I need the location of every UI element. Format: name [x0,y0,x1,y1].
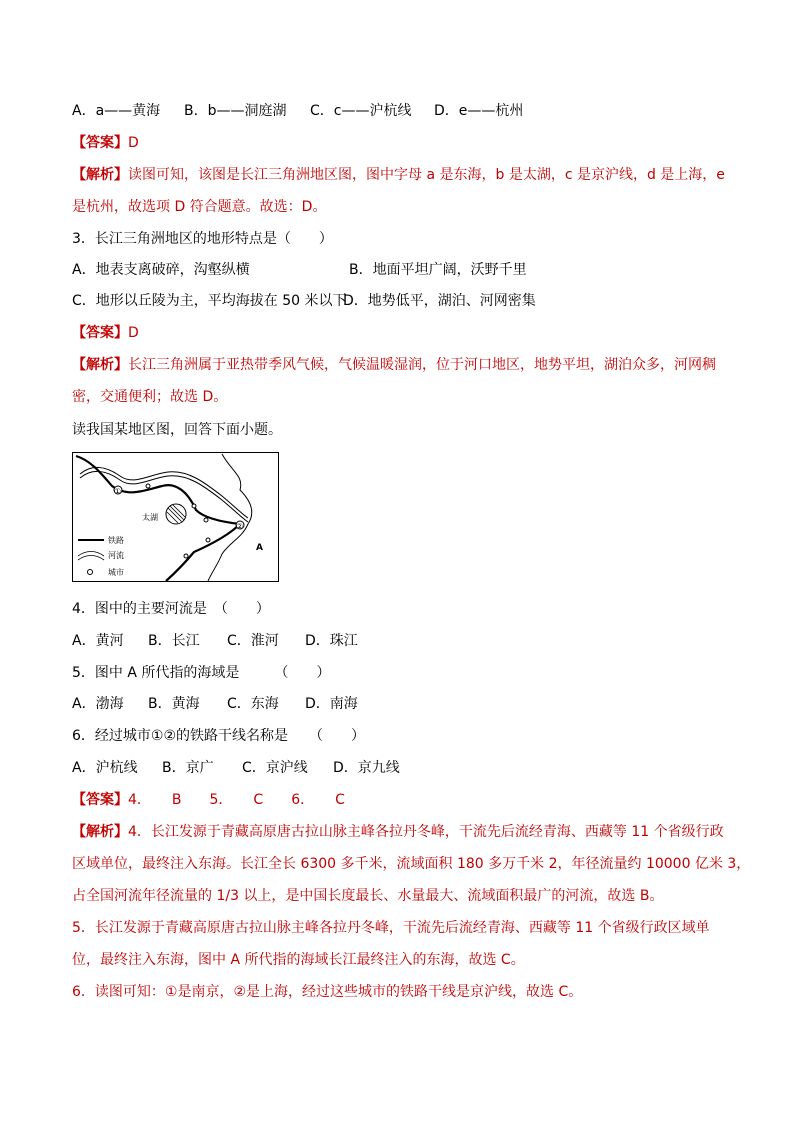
legend-river: 河流 [108,551,124,560]
lake-label: 太湖 [142,513,158,522]
question-3-options-row2 [72,291,536,311]
answer-3 [72,323,139,343]
answer-tag: 【答案】 [72,135,128,151]
answer-value: D [128,325,139,341]
answer-value: D [128,135,139,151]
analysis-2-line2: 是杭州，故选项 D 符合题意。故选：D。 [72,199,327,215]
legend-rail: 铁路 [108,536,124,545]
option-a: A．沪杭线 [72,760,138,776]
city-1-label: ① [114,487,122,496]
question-4-options [72,631,358,651]
analysis-6: 6．读图可知：①是南京，②是上海，经过这些城市的铁路干线是京沪线，故选 C。 [72,984,583,1000]
map-intro: 读我国某地区图，回答下面小题。 [72,422,282,438]
answer-tag: 【答案】 [72,325,128,341]
map-figure [72,452,279,582]
answer-tag: 【答案】 [72,792,128,808]
option-a: A．地表支离破碎，沟壑纵横 [72,262,250,278]
option-d: D．地势低平，湖泊、河网密集 [343,293,536,309]
question-3-stem: 3．长江三角洲地区的地形特点是（ ） [72,231,333,247]
option-c: C．京沪线 [242,760,308,776]
option-a: A．渤海 [72,696,124,712]
analysis-4-line1 [72,822,724,842]
question-5-options [72,694,358,714]
analysis-5-line1: 5．长江发源于青藏高原唐古拉山脉主峰各拉丹冬峰，干流先后流经青海、西藏等 11 个省级行政区域单 [72,920,710,936]
city-2-label: ② [236,522,244,531]
analysis-2-line1 [72,165,725,185]
q2-options [72,101,523,121]
option-c: C．c——沪杭线 [310,103,412,119]
analysis-tag: 【解析】 [72,824,128,840]
analysis-tag: 【解析】 [72,357,128,373]
option-b: B．京广 [162,760,214,776]
question-3-options-row1 [72,260,527,280]
analysis-4-line2: 区域单位，最终注入东海。长江全长 6300 多千米，流域面积 180 多万千米 2，年径流量约 10000 亿米 3， [72,856,751,872]
question-6-options [72,758,400,778]
question-4-stem: 4．图中的主要河流是 （ ） [72,601,270,617]
analysis-3-line2: 密，交通便利；故选 D。 [72,389,228,405]
analysis-5-line2: 位，最终注入东海，图中 A 所代指的海域长江最终注入的东海，故选 C。 [72,952,525,968]
analysis-text: 长江三角洲属于亚热带季风气候，气候温暖湿润，位于河口地区，地势平坦，湖泊众多，河网稠 [128,357,716,373]
option-c: C．东海 [227,696,279,712]
option-c: C．地形以丘陵为主，平均海拔在 50 米以下 [72,293,347,309]
option-d: D．珠江 [305,633,358,649]
question-6-stem: 6．经过城市①②的铁路干线名称是 （ ） [72,728,366,744]
answer-values: 4． B 5． C 6． C [128,792,345,808]
analysis-text: 读图可知，该图是长江三角洲地区图，图中字母 a 是东海，b 是太湖，c 是京沪线，d 是上海，e [128,167,725,183]
analysis-tag: 【解析】 [72,167,128,183]
option-b: B．长江 [148,633,200,649]
option-a: A．黄河 [72,633,124,649]
legend-city: 城市 [108,568,124,577]
option-b: B．b——洞庭湖 [184,103,287,119]
option-b: B．地面平坦广阔，沃野千里 [349,262,527,278]
option-c: C．淮河 [227,633,279,649]
option-b: B．黄海 [148,696,200,712]
answer-4-6 [72,790,345,810]
answer-2 [72,133,139,153]
analysis-text: 4．长江发源于青藏高原唐古拉山脉主峰各拉丹冬峰，干流先后流经青海、西藏等 11 个省级行政 [128,824,724,840]
analysis-3-line1 [72,355,716,375]
option-d: D．南海 [305,696,358,712]
analysis-4-line3: 占全国河流年径流量的 1/3 以上，是中国长度最长、水量最大、流域面积最广的河流，故选 B。 [72,888,664,904]
sea-label: A [256,543,263,553]
question-5-stem: 5．图中 A 所代指的海域是 （ ） [72,665,331,681]
option-d: D．e——杭州 [434,103,524,119]
option-d: D．京九线 [333,760,400,776]
option-a: A．a——黄海 [72,103,161,119]
